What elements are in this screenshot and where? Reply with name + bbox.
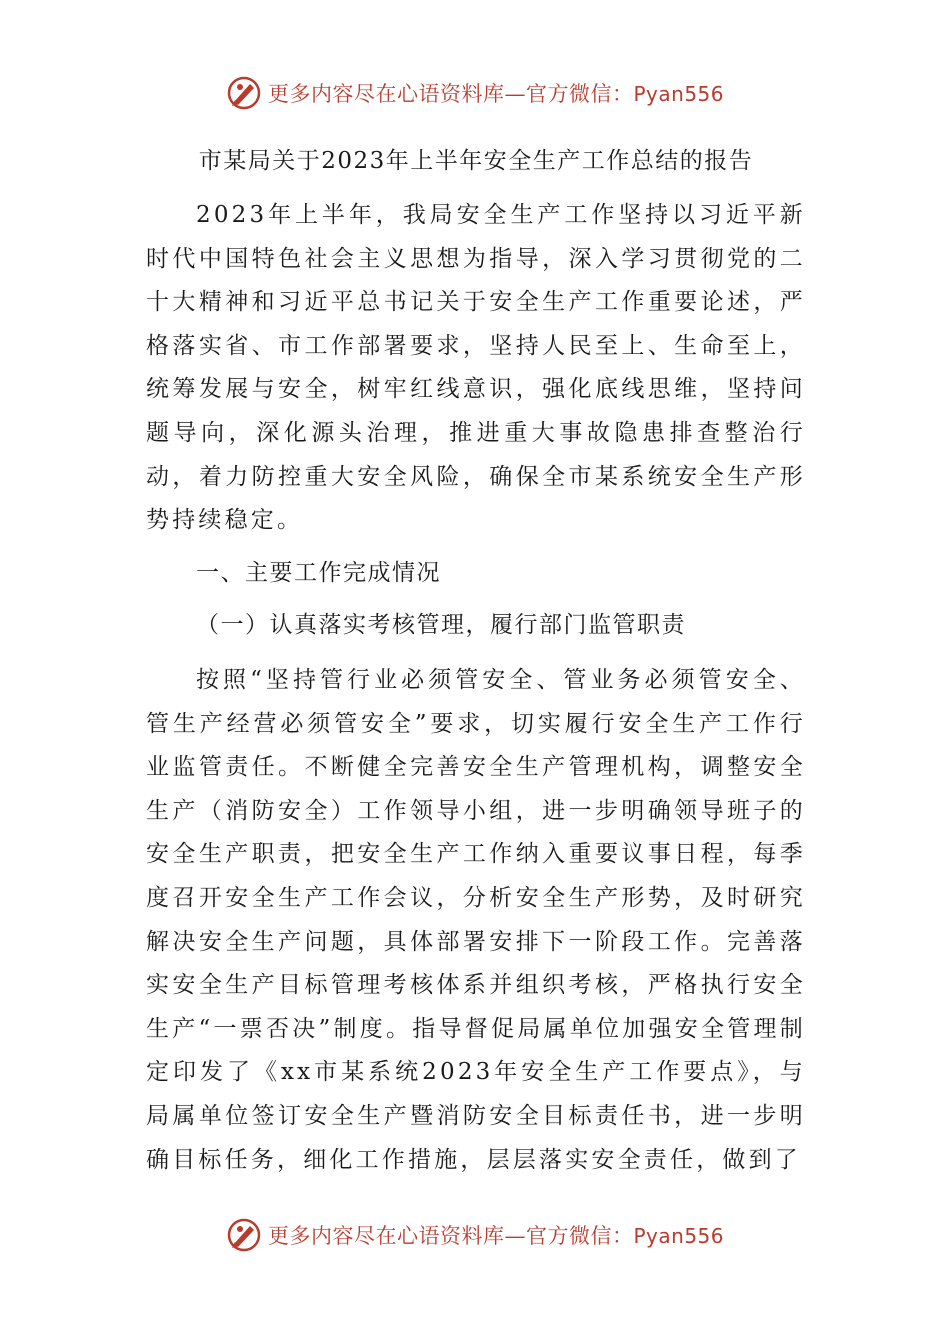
footer-watermark-banner [0,1215,950,1255]
document-title: 市某局关于2023年上半年安全生产工作总结的报告 [198,148,754,174]
header-watermark-banner [0,73,950,113]
pen-logo-icon [226,75,262,111]
banner-text: 更多内容尽在心语资料库—官方微信：Pyan556 [267,1224,724,1248]
banner-wechat-id: Pyan556 [633,1224,724,1248]
body-paragraph: 按照“坚持管行业必须管安全、管业务必须管安全、管生产经营必须管安全”要求，切实履行安全生产工作行业监管责任。不断健全完善安全生产管理机构，调整安全生产（消防安全）工作领导小组，进一步明确领导班子的安全生产职责，把安全生产工作纳入重要议事日程，每季度召开安全生产工作会议，分析安全生产形势，及时研究解决安全生产问题，具体部署安排下一阶段工作。完善落实安全生产目标管理考核体系并组织考核，严格执行安全生产“一票否决”制度。指导督促局属单位加强安全管理制定印发了《xx市某系统2023年安全生产工作要点》，与局属单位签订安全生产暨消防安全目标责任书，进一步明确目标任务，细化工作措施，层层落实安全责任，做到了 [146,667,806,1173]
subsection-heading: （一）认真落实考核管理，履行部门监管职责 [196,612,686,638]
banner-text: 更多内容尽在心语资料库—官方微信：Pyan556 [267,82,724,106]
intro-paragraph: 2023年上半年，我局安全生产工作坚持以习近平新时代中国特色社会主义思想为指导，深入学习贯彻党的二十大精神和习近平总书记关于安全生产工作重要论述，严格落实省、市工作部署要求，坚持人民至上、生命至上，统筹发展与安全，树牢红线意识，强化底线思维，坚持问题导向，深化源头治理，推进重大事故隐患排查整治行动，着力防控重大安全风险，确保全市某系统安全生产形势持续稳定。 [146,202,806,534]
pen-logo-icon [226,1217,262,1253]
banner-wechat-id: Pyan556 [633,82,724,106]
section-heading: 一、主要工作完成情况 [196,560,441,586]
